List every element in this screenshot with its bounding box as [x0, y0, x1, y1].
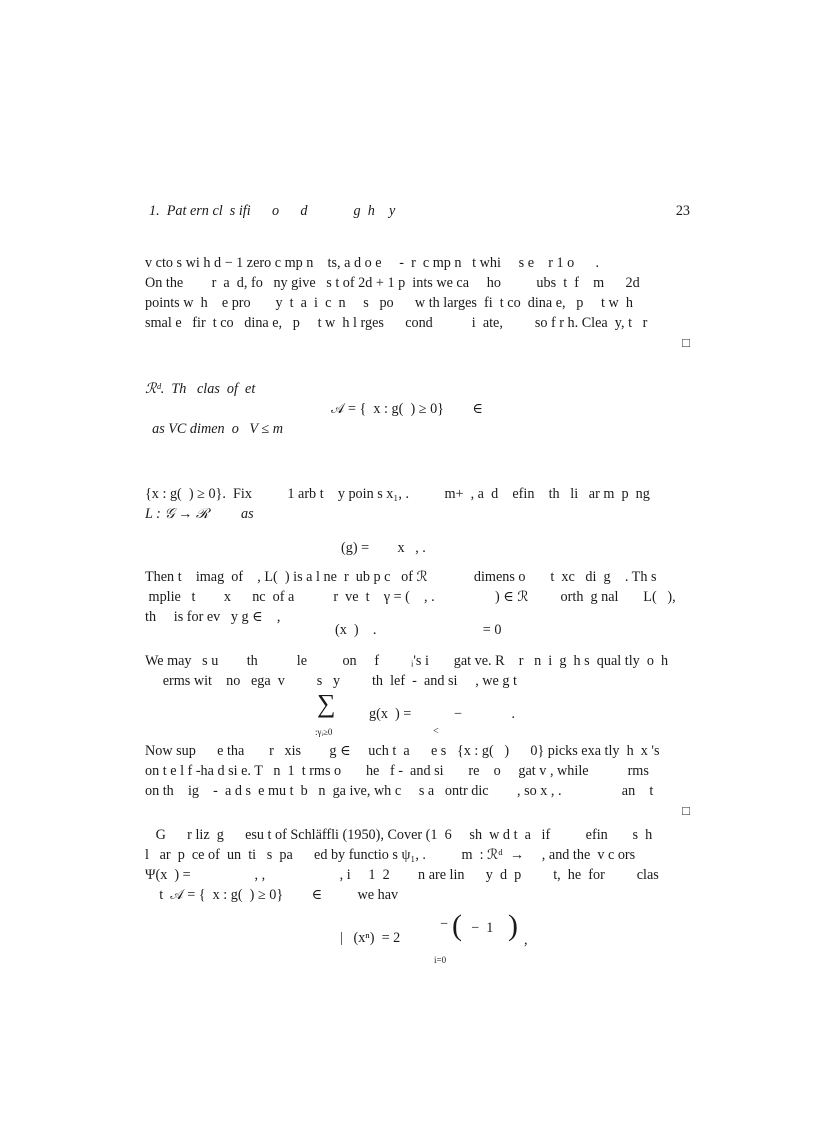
- generalization-paragraph: [145, 825, 690, 905]
- running-header: [145, 201, 690, 221]
- lemma-text-line: as VC dimen o V ≤ m: [145, 421, 283, 437]
- proof-paragraph-2: [145, 464, 690, 524]
- proof-text-line: mplie t x nc of a r ve t γ = ( , . ) ∈ ℛ orth g nal L( ),: [145, 589, 676, 605]
- proof-text-line: th is for ev y g ∈ ,: [145, 609, 281, 625]
- qed-symbol: □: [682, 803, 690, 818]
- proof-text-line: We may s u th le on f ᵢ's i gat ve. R r n i g h s qual tly o h: [145, 653, 669, 669]
- text-line: G r liz g esu t of Schläffli (1950), Cover (1 6 sh w d t a if efin s h: [145, 827, 653, 843]
- proof-text-line: L : 𝒢 → ℛ as: [145, 506, 254, 522]
- proof-text-line: On the r a d, fo ny give s t of 2d + 1 p ints we ca ho ubs t f m 2d: [145, 275, 640, 291]
- sum-formula: [315, 689, 517, 738]
- lemma-formula: 𝒜 = { x : g( ) ≥ 0} ∈: [331, 401, 483, 417]
- proof-paragraph-2-cont: [145, 567, 690, 627]
- formula-inner: − 1: [464, 920, 494, 936]
- proof-text-line: Then t imag of , L( ) is a l ne r ub p c of ℛ dimens o t xc di g . Th s: [145, 569, 657, 585]
- text-line: Ψ(x ) = , , , i 1 2 n are lin y d p t, he for clas: [145, 867, 659, 883]
- proof-paragraph-2-end: [145, 741, 690, 821]
- formula-lhs: | (xⁿ) = 2: [340, 930, 401, 946]
- left-paren: (: [452, 909, 462, 942]
- proof-text-line: points w h e pro y t a i c n s po w th larges fi t co dina e, p t w h: [145, 295, 633, 311]
- proof-text-line: smal e fir t co dina e, p t w h l rges cond i ate, so f r h. Clea y, t r: [145, 315, 648, 331]
- orthogonality-formula: (x ) . = 0: [335, 622, 502, 638]
- sum-lt-index: <: [433, 726, 439, 737]
- proof-text-line: on t e l f -ha d si e. T n 1 t rms o he f - and si re o gat v , while rms: [145, 763, 649, 779]
- formula-minus: −: [440, 916, 449, 932]
- lemma-1-6: [145, 359, 690, 439]
- proof-text-line: {x : g( ) ≥ 0}. Fix 1 arb t y poin s x₁, . m+ , a d efin th li ar m p ng: [145, 486, 650, 502]
- lemma-text-line: ℛᵈ. Th clas of et: [145, 381, 256, 397]
- right-paren: ): [508, 909, 518, 942]
- running-title: 1. Pat ern cl s ifi o d g h y: [149, 203, 396, 219]
- mapping-formula: (g) = x , .: [341, 540, 426, 556]
- text-line: l ar p ce of un ti s pa ed by functio s ψ₁, . m : ℛᵈ → , and the v c ors: [145, 847, 636, 863]
- proof-text-line: Now sup e tha r xis g ∈ uch t a e s {x : g( ) 0} picks exa tly h x 's: [145, 743, 660, 759]
- sum-rhs: g(x ) = − .: [369, 706, 516, 722]
- sum-symbol: ∑: [317, 689, 336, 718]
- proof-paragraph-1: [145, 233, 690, 353]
- proof-text-line: v cto s wi h d − 1 zero c mp n ts, a d o e - r c mp n t whi s e r 1 o .: [145, 255, 600, 271]
- page-number: 23: [675, 203, 690, 219]
- formula-comma: ,: [524, 932, 528, 948]
- proof-text-line: erms wit no ega v s y th lef - and si , we g t: [145, 673, 517, 689]
- proof-text-line: on th ig - a d s e mu t b n ga ive, wh c s a ontr dic , so x , . an t: [145, 783, 654, 799]
- proof-paragraph-2-cont: [145, 651, 690, 691]
- text-line: t 𝒜 = { x : g( ) ≥ 0} ∈ we hav: [145, 887, 399, 903]
- sum-index: :γᵢ≥0: [315, 727, 333, 737]
- qed-symbol: □: [682, 335, 690, 350]
- count-formula: [340, 909, 540, 966]
- formula-sub-index: i=0: [434, 955, 447, 965]
